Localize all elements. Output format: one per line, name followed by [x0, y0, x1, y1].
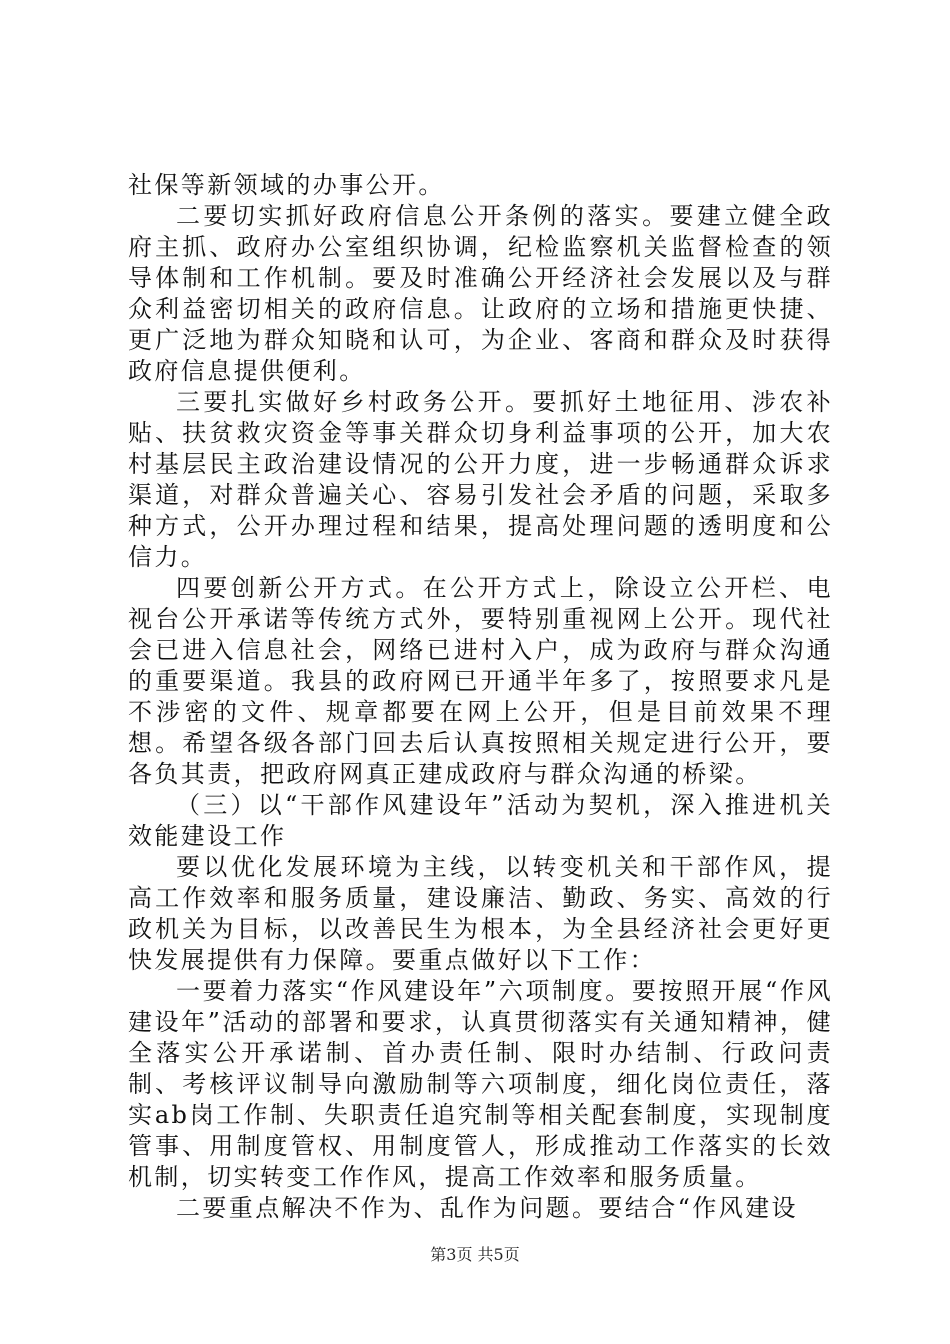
paragraph-2: 二要切实抓好政府信息公开条例的落实。要建立健全政府主抓、政府办公室组织协调，纪检监察机关监督检查的领导体制和工作机制。要及时准确公开经济社会发展以及与群众利益密切相关的政府信息。让政府的立场和措施更快捷、更广泛地为群众知晓和认可，为企业、客商和群众及时获得政府信息提供便利。	[128, 202, 833, 385]
paragraph-1: 社保等新领域的办事公开。	[128, 171, 445, 199]
document-body	[128, 170, 833, 1224]
paragraph-7: 二要重点解决不作为、乱作为问题。要结合“作风建设	[176, 1194, 798, 1222]
page-footer: 第3页 共5页	[430, 1245, 520, 1264]
paragraph-3: 三要扎实做好乡村政务公开。要抓好土地征用、涉农补贴、扶贫救灾资金等事关群众切身利益事项的公开，加大农村基层民主政治建设情况的公开力度，进一步畅通群众诉求渠道，对群众普遍关心、容易引发社会矛盾的问题，采取多种方式，公开办理过程和结果，提高处理问题的透明度和公信力。	[128, 388, 833, 571]
paragraph-6: 一要着力落实“作风建设年”六项制度。要按照开展“作风建设年”活动的部署和要求，认真贯彻落实有关通知精神，健全落实公开承诺制、首办责任制、限时办结制、行政问责制、考核评议制导向激励制等六项制度，细化岗位责任，落实ab岗工作制、失职责任追究制等相关配套制度，实现制度管事、用制度管权、用制度管人，形成推动工作落实的长效机制，切实转变工作作风，提高工作效率和服务质量。	[128, 977, 833, 1191]
paragraph-5: 要以优化发展环境为主线，以转变机关和干部作风，提高工作效率和服务质量，建设廉洁、勤政、务实、高效的行政机关为目标，以改善民生为根本，为全县经济社会更好更快发展提供有力保障。要重点做好以下工作：	[128, 853, 833, 974]
section-heading: （三）以“干部作风建设年”活动为契机，深入推进机关效能建设工作	[128, 791, 833, 850]
paragraph-4: 四要创新公开方式。在公开方式上，除设立公开栏、电视台公开承诺等传统方式外，要特别重视网上公开。现代社会已进入信息社会，网络已进村入户，成为政府与群众沟通的重要渠道。我县的政府网已开通半年多了，按照要求凡是不涉密的文件、规章都要在网上公开，但是目前效果不理想。希望各级各部门回去后认真按照相关规定进行公开，要各负其责，把政府网真正建成政府与群众沟通的桥梁。	[128, 574, 833, 788]
